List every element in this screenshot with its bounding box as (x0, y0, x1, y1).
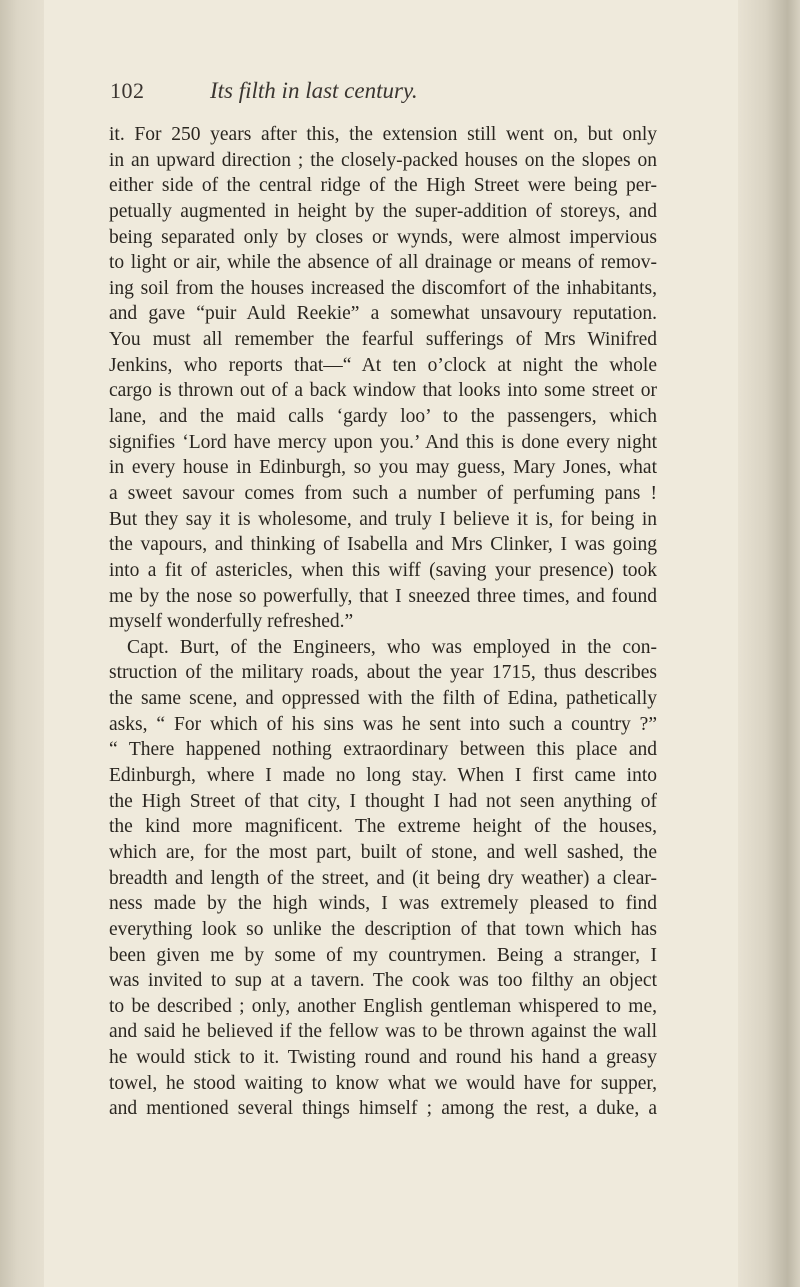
text-line: into a fit of astericles, when this wiff (saving your presence) took (109, 559, 657, 581)
text-line: “ There happened nothing extraordinary between this place and (109, 739, 657, 761)
page-number: 102 (110, 78, 145, 103)
text-line: me by the nose so powerfully, that I sneezed three times, and found (109, 585, 657, 607)
text-line: in every house in Edinburgh, so you may guess, Mary Jones, what (109, 457, 657, 479)
text-line: the same scene, and oppressed with the filth of Edina, pathetically (109, 688, 657, 710)
text-line: ness made by the high winds, I was extremely pleased to find (109, 893, 657, 915)
text-line: Jenkins, who reports that—“ At ten o’clock at night the whole (109, 354, 657, 376)
text-line: petually augmented in height by the super-addition of storeys, and (109, 200, 657, 222)
text-line: the High Street of that city, I thought I had not seen anything of (109, 790, 657, 812)
text-line: he would stick to it. Twisting round and round his hand a greasy (109, 1047, 657, 1069)
text-line: and said he believed if the fellow was to be thrown against the wall (109, 1021, 657, 1043)
text-line: struction of the military roads, about the year 1715, thus describes (109, 662, 657, 684)
text-line: to be described ; only, another English gentleman whispered to me, (109, 995, 657, 1017)
text-line: a sweet savour comes from such a number of perfuming pans ! (109, 482, 657, 504)
text-line: either side of the central ridge of the High Street were being per- (109, 175, 657, 197)
text-line: lane, and the maid calls ‘gardy loo’ to the passengers, which (109, 406, 657, 428)
text-line: been given me by some of my countrymen. Being a stranger, I (109, 944, 657, 966)
text-line: You must all remember the fearful sufferings of Mrs Winifred (109, 329, 657, 351)
body-text (109, 122, 657, 1122)
text-line: asks, “ For which of his sins was he sent into such a country ?” (109, 713, 657, 735)
text-line: myself wonderfully refreshed.” (109, 611, 354, 633)
text-line: was invited to sup at a tavern. The cook was too filthy an object (109, 970, 657, 992)
text-line: and mentioned several things himself ; among the rest, a duke, a (109, 1098, 657, 1120)
page-header (100, 78, 660, 108)
text-line: But they say it is wholesome, and truly I believe it is, for being in (109, 508, 657, 530)
running-title: Its filth in last century. (210, 78, 418, 103)
text-line: signifies ‘Lord have mercy upon you.’ And this is done every night (109, 431, 657, 453)
left-page-edge (0, 0, 44, 1287)
text-line: towel, he stood waiting to know what we would have for supper, (109, 1072, 657, 1094)
text-line: breadth and length of the street, and (it being dry weather) a clear- (109, 867, 657, 889)
text-line: and gave “puir Auld Reekie” a somewhat unsavoury reputation. (109, 303, 657, 325)
text-line: Edinburgh, where I made no long stay. When I first came into (109, 765, 657, 787)
text-line: being separated only by closes or wynds, were almost impervious (109, 226, 657, 248)
text-line: everything look so unlike the description of that town which has (109, 918, 657, 940)
text-line: the kind more magnificent. The extreme height of the houses, (109, 816, 657, 838)
text-line: Capt. Burt, of the Engineers, who was employed in the con- (127, 636, 657, 658)
text-line: ing soil from the houses increased the discomfort of the inhabitants, (109, 277, 657, 299)
text-line: the vapours, and thinking of Isabella and Mrs Clinker, I was going (109, 534, 657, 556)
text-line: in an upward direction ; the closely-packed houses on the slopes on (109, 149, 657, 171)
text-line: to light or air, while the absence of all drainage or means of remov- (109, 252, 657, 274)
text-line: it. For 250 years after this, the extension still went on, but only (109, 124, 657, 145)
text-line: cargo is thrown out of a back window that looks into some street or (109, 380, 657, 402)
text-line: which are, for the most part, built of stone, and well sashed, the (109, 841, 657, 863)
right-page-edge (738, 0, 800, 1287)
